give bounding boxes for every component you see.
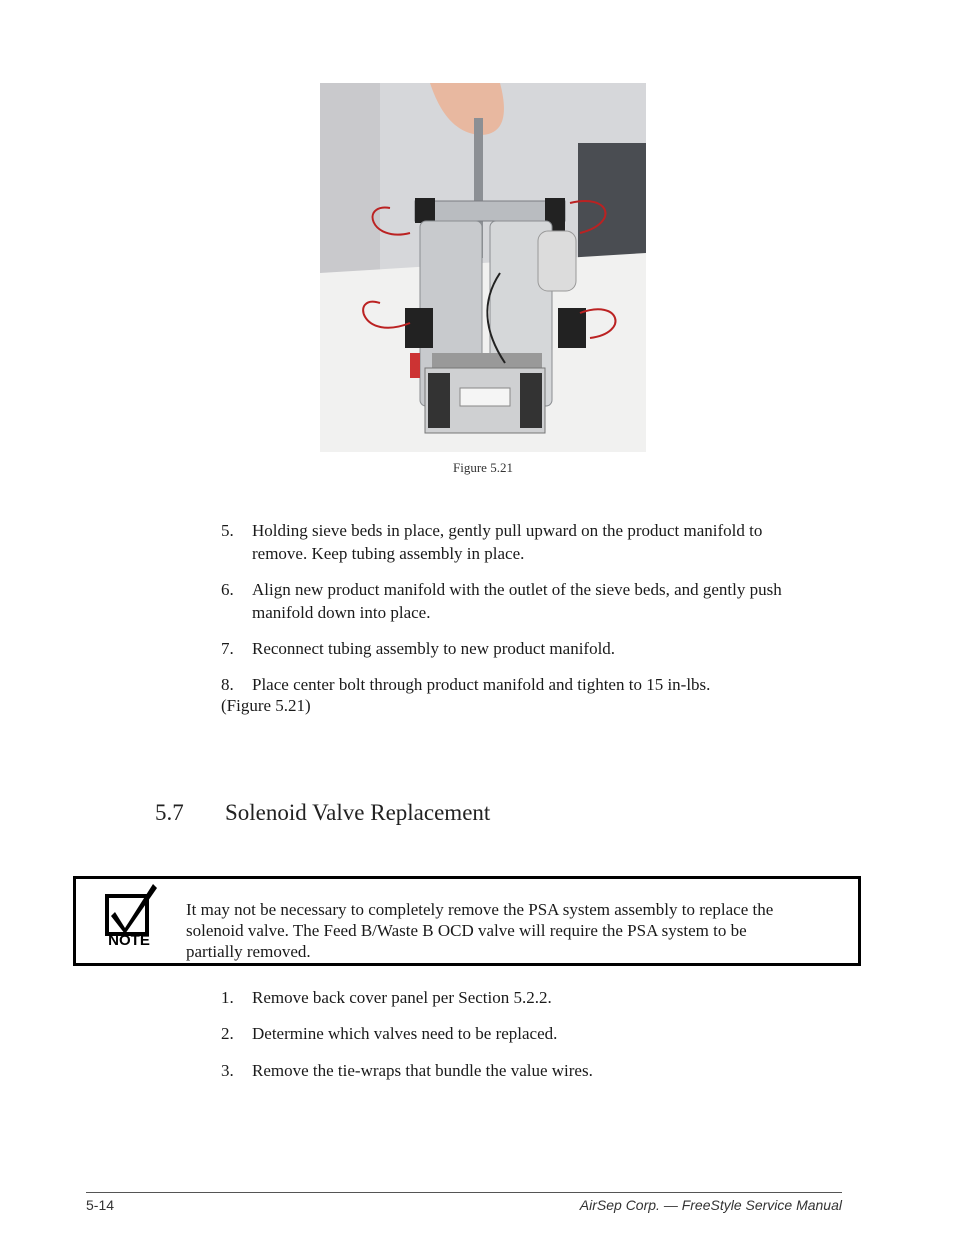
- note-line: partially removed.: [186, 942, 311, 961]
- step-number: 1.: [221, 988, 234, 1007]
- step-item: [221, 637, 841, 660]
- step-text-continued: manifold down into place.: [252, 603, 431, 622]
- step-item: [221, 1059, 841, 1082]
- step-number: 3.: [221, 1061, 234, 1080]
- note-line: solenoid valve. The Feed B/Waste B OCD valve will require the PSA system to be: [186, 921, 747, 940]
- step-text: Determine which valves need to be replaced.: [252, 1024, 558, 1043]
- step-number: 8.: [221, 675, 234, 694]
- step-number: 5.: [221, 521, 234, 540]
- footer-divider: [86, 1192, 842, 1193]
- page-number: 5-14: [86, 1197, 115, 1213]
- section-number: 5.7: [155, 800, 184, 825]
- step-number: 7.: [221, 639, 234, 658]
- section-title: Solenoid Valve Replacement: [225, 800, 491, 825]
- manual-title: AirSep Corp. — FreeStyle Service Manual: [579, 1197, 842, 1213]
- step-number: 6.: [221, 580, 234, 599]
- note-line: It may not be necessary to completely remove the PSA system assembly to replace the: [186, 900, 774, 919]
- step-text: Remove the tie-wraps that bundle the value wires.: [252, 1061, 593, 1080]
- step-item: [221, 578, 841, 624]
- step-text-continued: (Figure 5.21): [221, 696, 311, 715]
- step-item: [221, 986, 841, 1009]
- note-box: [73, 876, 861, 966]
- step-text-continued: remove. Keep tubing assembly in place.: [252, 544, 525, 563]
- step-item: [221, 674, 841, 716]
- step-text: Align new product manifold with the outlet of the sieve beds, and gently push: [252, 580, 782, 599]
- step-item: [221, 519, 841, 565]
- figure-photo: [320, 83, 646, 452]
- note-text: [186, 899, 846, 962]
- step-number: 2.: [221, 1024, 234, 1043]
- figure-caption: Figure 5.21: [453, 460, 513, 475]
- step-item: [221, 1022, 841, 1045]
- step-text: Reconnect tubing assembly to new product manifold.: [252, 639, 616, 658]
- step-text: Holding sieve beds in place, gently pull upward on the product manifold to: [252, 521, 763, 540]
- note-checkmark-icon: [101, 882, 161, 956]
- note-label: NOTE: [108, 932, 150, 949]
- step-text: Place center bolt through product manifold and tighten to 15 in-lbs.: [252, 675, 711, 694]
- section-heading: [155, 800, 490, 826]
- step-text: Remove back cover panel per Section 5.2.2.: [252, 988, 552, 1007]
